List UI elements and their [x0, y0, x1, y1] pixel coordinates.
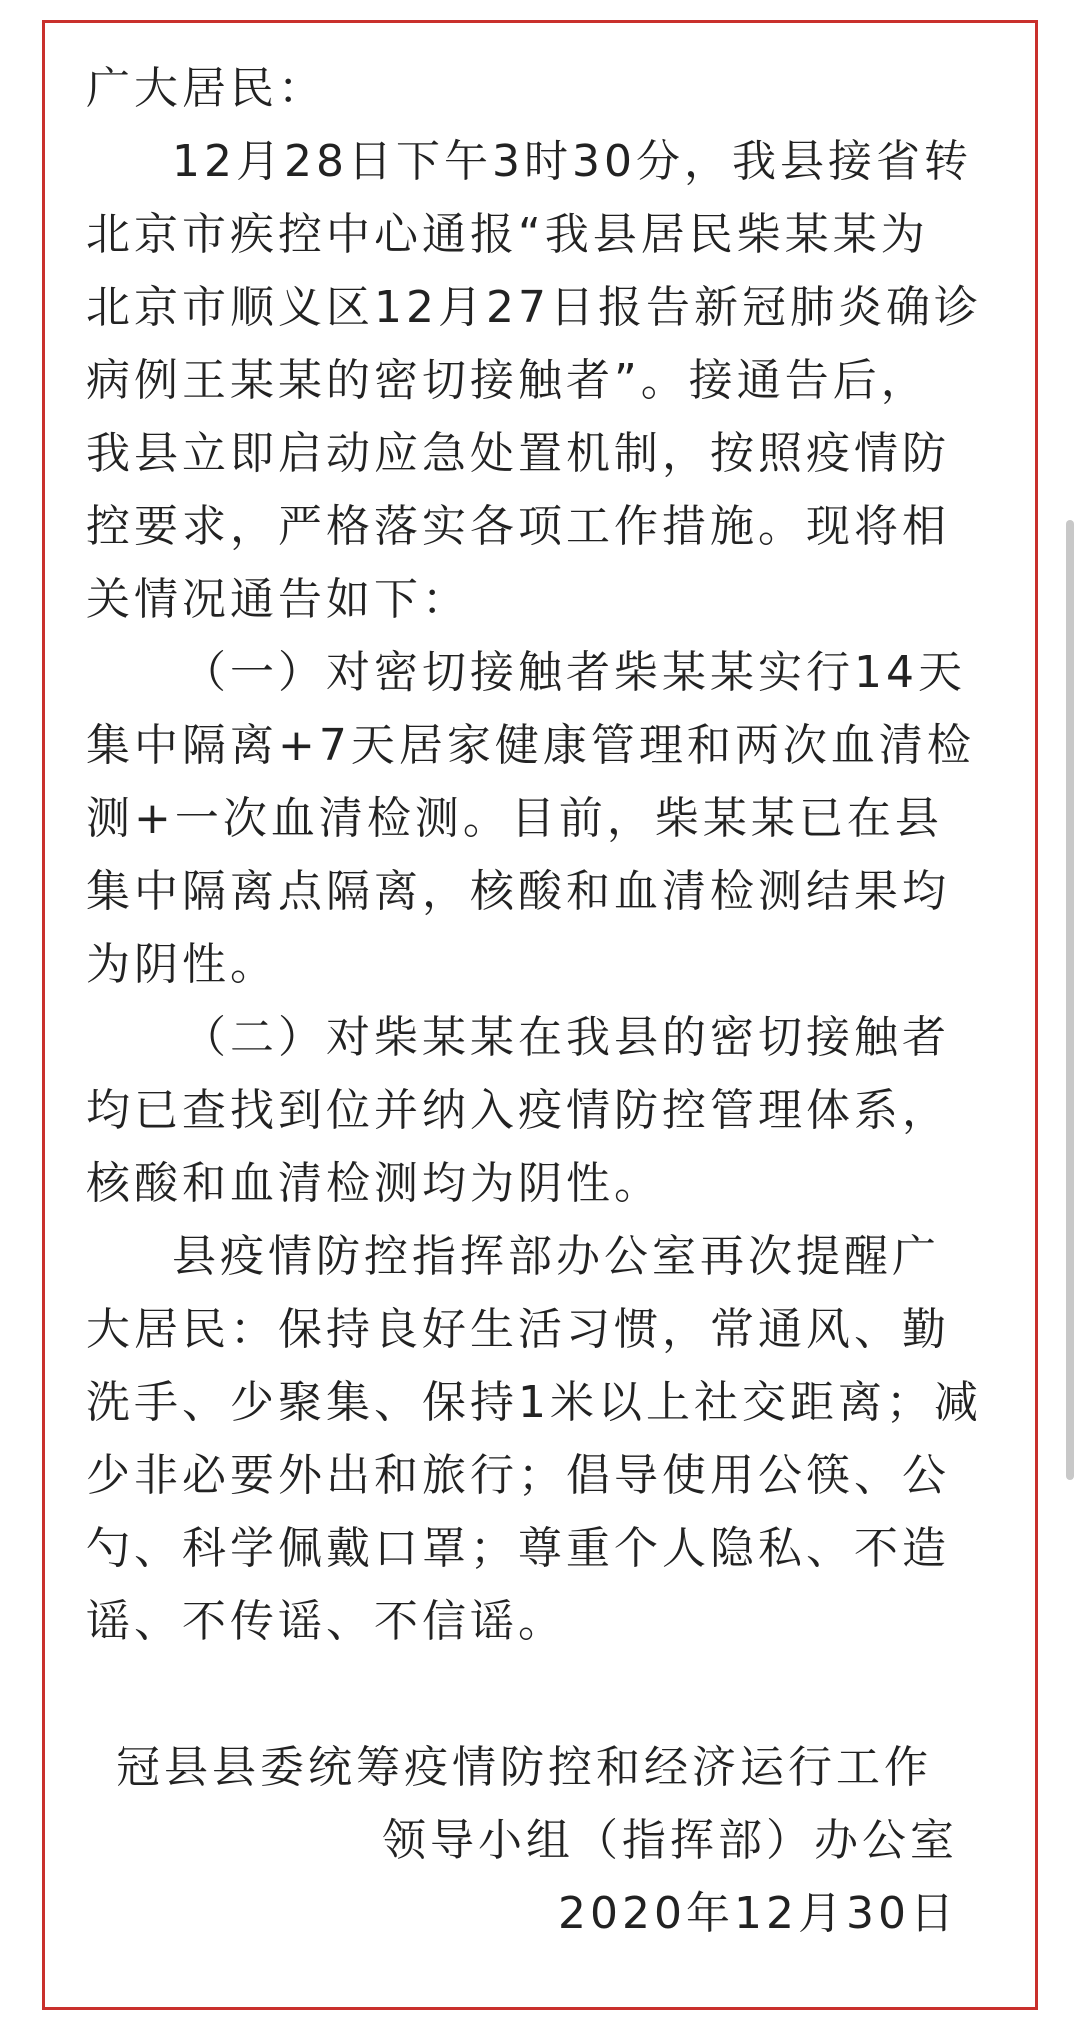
- paragraph-line: 勺、科学佩戴口罩；尊重个人隐私、不造: [86, 1523, 950, 1574]
- signature-date: 2020年12月30日: [558, 1888, 958, 1939]
- paragraph-line: 控要求，严格落实各项工作措施。现将相: [86, 501, 950, 552]
- spacer: [86, 1658, 998, 1731]
- paragraph-line: 大居民：保持良好生活习惯，常通风、勤: [86, 1304, 950, 1355]
- paragraph-line: 县疫情防控指挥部办公室再次提醒广: [172, 1231, 940, 1282]
- signature-organization: 冠县县委统筹疫情防控和经济运行工作: [116, 1742, 932, 1793]
- scrollbar[interactable]: [1066, 520, 1074, 1480]
- salutation: 广大居民：: [86, 63, 326, 114]
- notice-content: [86, 52, 998, 1950]
- paragraph-line: 洗手、少聚集、保持1米以上社交距离；减: [86, 1377, 982, 1428]
- signature-office: 领导小组（指挥部）办公室: [382, 1815, 958, 1866]
- paragraph-line: 我县立即启动应急处置机制，按照疫情防: [86, 428, 950, 479]
- paragraph-line: （二）对柴某某在我县的密切接触者: [182, 1012, 950, 1063]
- paragraph-line: 少非必要外出和旅行；倡导使用公筷、公: [86, 1450, 950, 1501]
- paragraph-line: 核酸和血清检测均为阴性。: [86, 1158, 662, 1209]
- paragraph-line: 北京市顺义区12月27日报告新冠肺炎确诊: [86, 282, 982, 333]
- paragraph-line: 为阴性。: [86, 939, 278, 990]
- paragraph-line: 测+一次血清检测。目前，柴某某已在县: [86, 793, 943, 844]
- paragraph-line: 12月28日下午3时30分，我县接省转: [172, 136, 972, 187]
- paragraph-line: （一）对密切接触者柴某某实行14天: [182, 647, 966, 698]
- paragraph-line: 病例王某某的密切接触者”。接通告后，: [86, 355, 929, 406]
- paragraph-line: 集中隔离点隔离，核酸和血清检测结果均: [86, 866, 950, 917]
- paragraph-line: 关情况通告如下：: [86, 574, 470, 625]
- paragraph-line: 北京市疾控中心通报“我县居民柴某某为: [86, 209, 929, 260]
- paragraph-line: 集中隔离+7天居家健康管理和两次血清检: [86, 720, 975, 771]
- paragraph-line: 谣、不传谣、不信谣。: [86, 1596, 566, 1647]
- paragraph-line: 均已查找到位并纳入疫情防控管理体系，: [86, 1085, 950, 1136]
